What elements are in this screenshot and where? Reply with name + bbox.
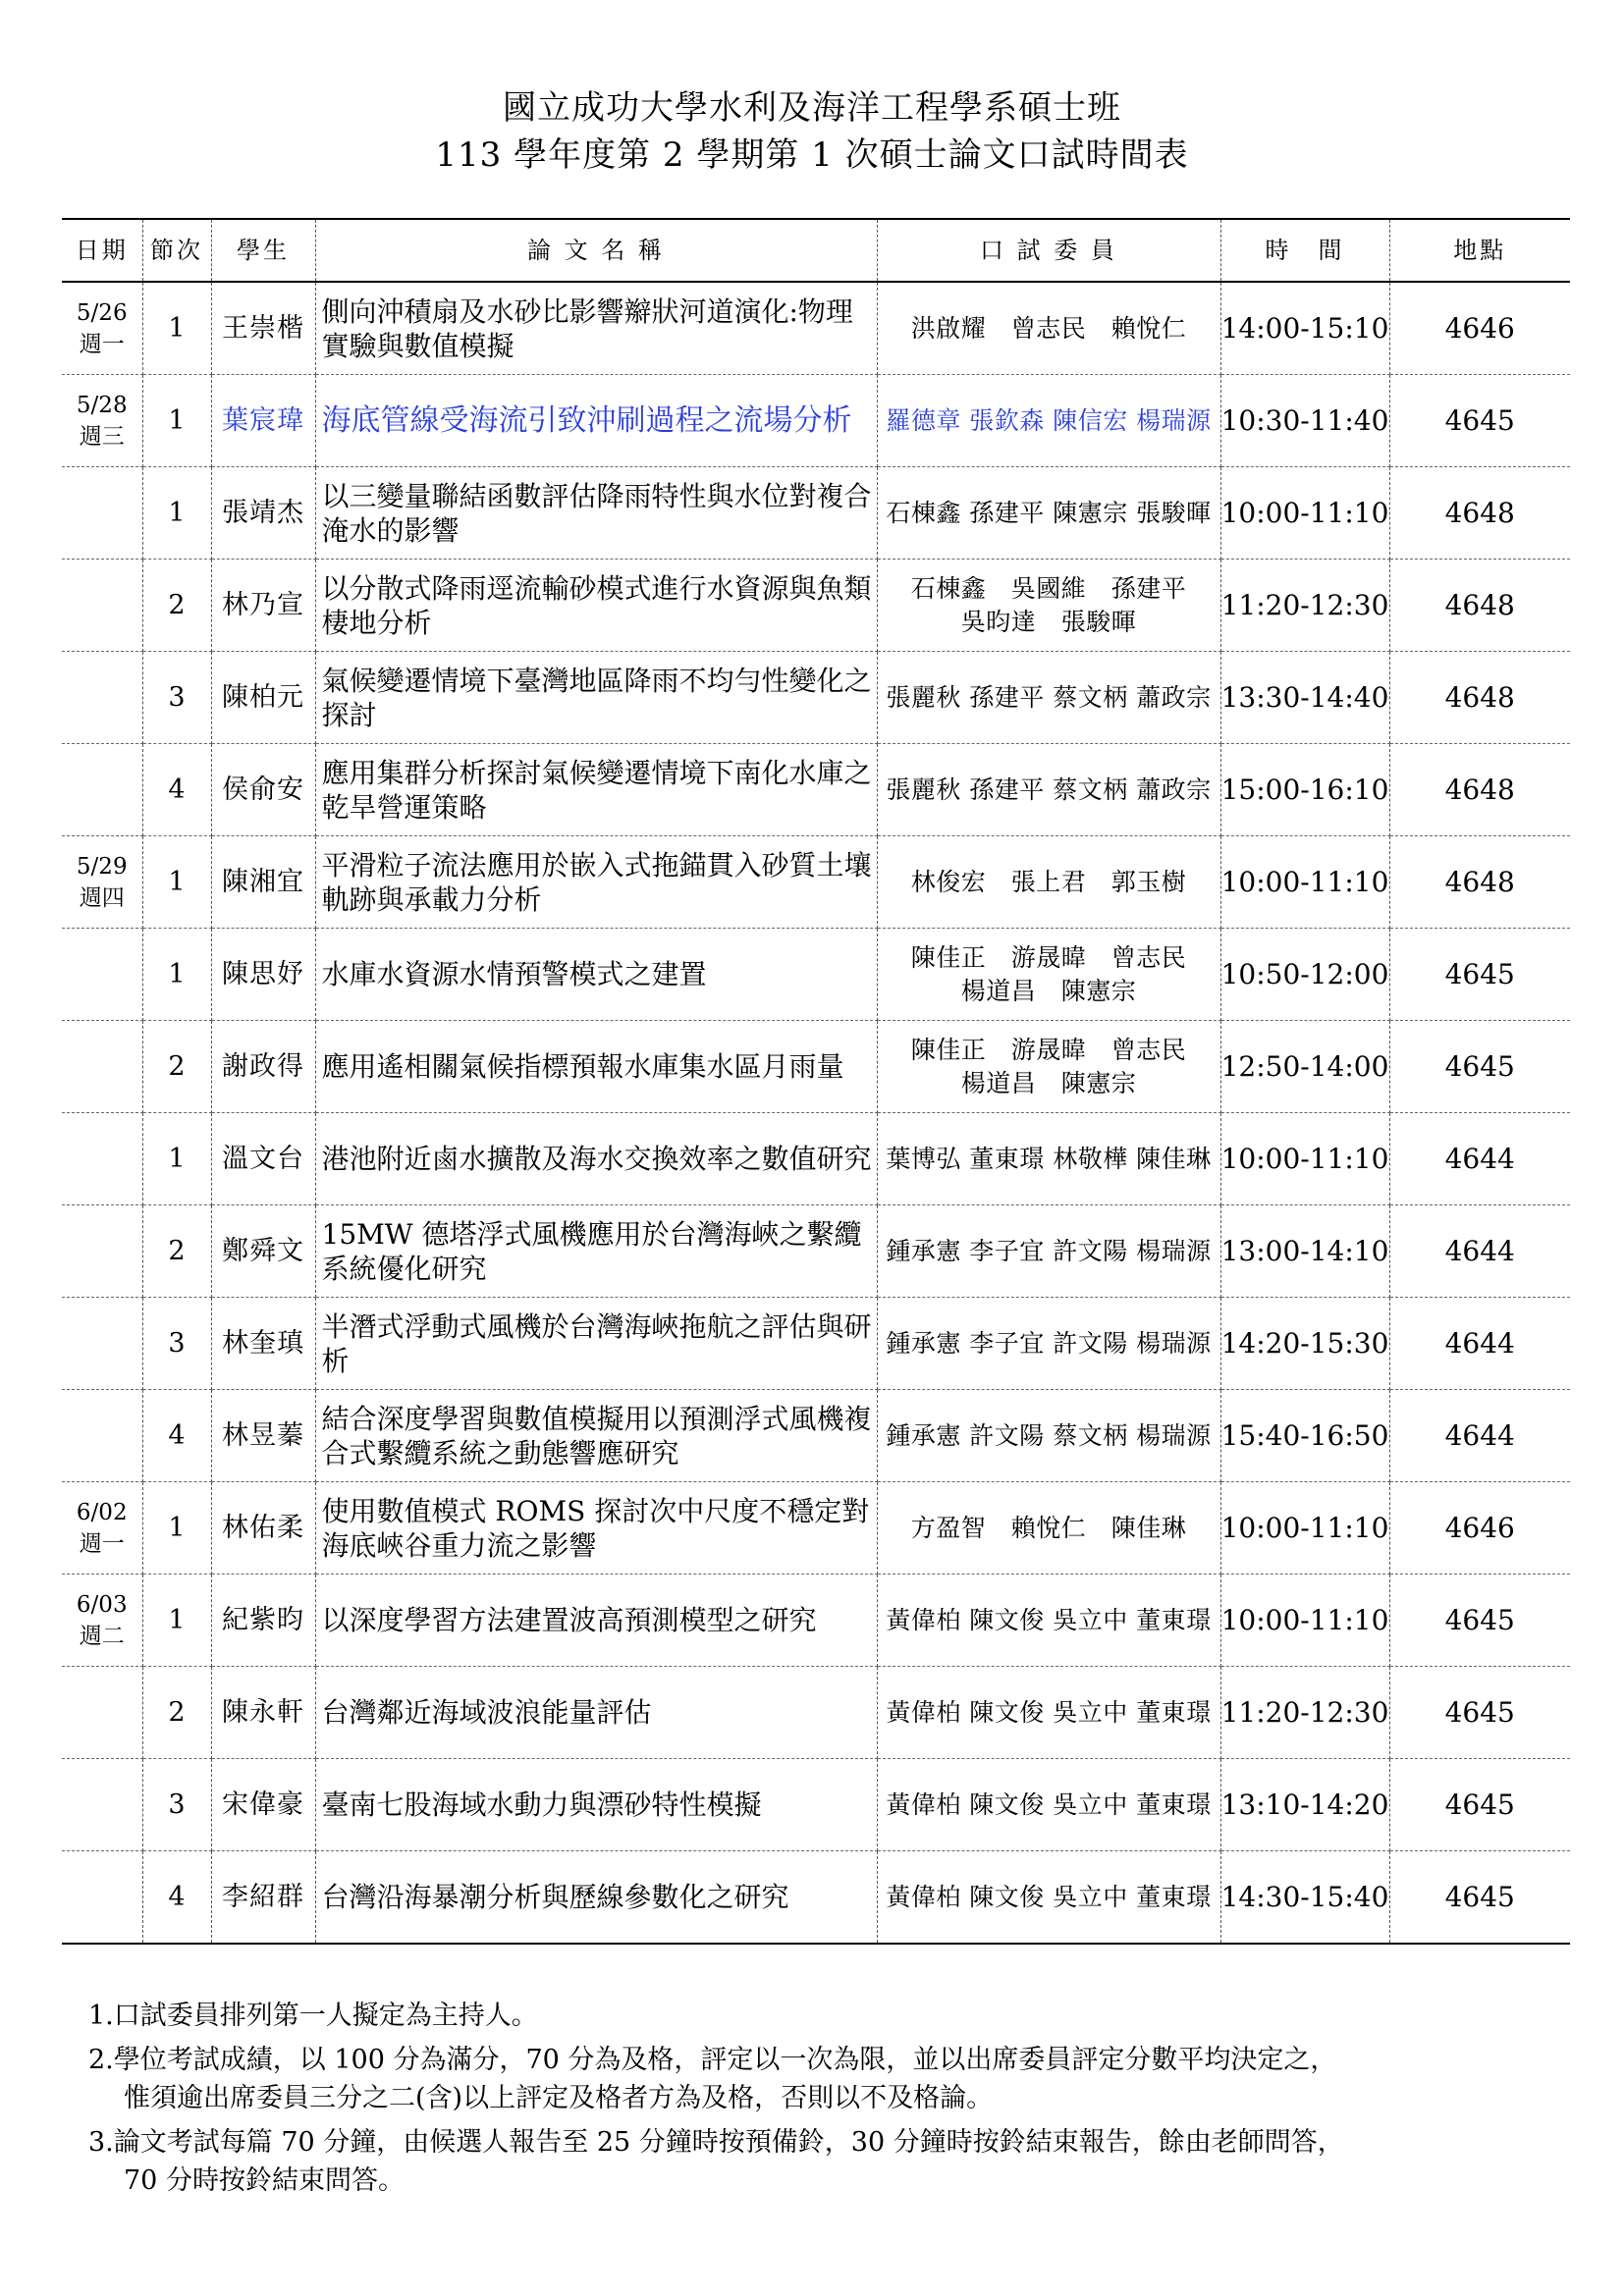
student-cell: 侯俞安 [211, 744, 315, 836]
thesis-title-cell: 台灣鄰近海域波浪能量評估 [315, 1667, 877, 1759]
committee-cell [877, 652, 1220, 744]
time-cell: 10:50-12:00 [1220, 929, 1389, 1021]
committee-cell [877, 282, 1220, 375]
table-row [62, 1205, 1570, 1298]
date-cell [62, 652, 142, 744]
student-cell: 溫文台 [211, 1113, 315, 1205]
date-text: 6/03 [76, 1591, 128, 1618]
thesis-title-cell: 側向沖積扇及水砂比影響辮狀河道演化:物理實驗與數值模擬 [315, 282, 877, 375]
committee-line: 張麗秋 孫建平 蔡文柄 蕭政宗 [886, 774, 1212, 804]
column-header-date: 日期 [62, 219, 142, 282]
thesis-title-cell: 平滑粒子流法應用於嵌入式拖錨貫入砂質土壤軌跡與承載力分析 [315, 836, 877, 929]
student-cell: 鄭舜文 [211, 1205, 315, 1298]
committee-cell [877, 1667, 1220, 1759]
table-row [62, 375, 1570, 467]
room-cell: 4648 [1389, 467, 1570, 560]
table-row [62, 836, 1570, 929]
thesis-title-cell: 以分散式降雨逕流輸砂模式進行水資源與魚類棲地分析 [315, 560, 877, 652]
thesis-title-cell: 以三變量聯結函數評估降雨特性與水位對複合淹水的影響 [315, 467, 877, 560]
committee-line: 方盈智 賴悅仁 陳佳琳 [910, 1513, 1187, 1542]
table-row [62, 1298, 1570, 1390]
date-text: 6/02 [76, 1499, 128, 1525]
committee-line: 陳佳正 游晟暐 曾志民 [910, 942, 1187, 972]
time-cell: 10:00-11:10 [1220, 1482, 1389, 1575]
time-cell: 15:00-16:10 [1220, 744, 1389, 836]
slot-cell: 1 [142, 1482, 211, 1575]
committee-line: 葉博弘 董東璟 林敬樺 陳佳琳 [886, 1144, 1212, 1173]
committee-line: 羅德章 張欽森 陳信宏 楊瑞源 [886, 405, 1212, 435]
committee-line: 林俊宏 張上君 郭玉樹 [910, 867, 1187, 896]
thesis-title-cell: 結合深度學習與數值模擬用以預測浮式風機複合式繫纜系統之動態響應研究 [315, 1390, 877, 1482]
table-row [62, 1390, 1570, 1482]
note-1-text: 1.口試委員排列第一人擬定為主持人。 [88, 2001, 538, 2031]
column-header-time: 時 間 [1220, 219, 1389, 282]
time-cell: 15:40-16:50 [1220, 1390, 1389, 1482]
slot-cell: 1 [142, 1113, 211, 1205]
committee-line: 楊道昌 陳憲宗 [960, 1068, 1137, 1097]
time-cell: 11:20-12:30 [1220, 560, 1389, 652]
room-cell: 4644 [1389, 1298, 1570, 1390]
date-cell [62, 1298, 142, 1390]
time-cell: 10:00-11:10 [1220, 836, 1389, 929]
room-cell: 4645 [1389, 1021, 1570, 1113]
room-cell: 4645 [1389, 1667, 1570, 1759]
table-row [62, 467, 1570, 560]
committee-line: 鍾承憲 李子宜 許文陽 楊瑞源 [886, 1236, 1212, 1265]
slot-cell: 1 [142, 282, 211, 375]
date-cell [62, 1851, 142, 1945]
slot-cell: 3 [142, 1298, 211, 1390]
document-title-line2: 113 學年度第 2 學期第 1 次碩士論文口試時間表 [435, 135, 1189, 175]
schedule-table [62, 218, 1570, 1945]
table-row [62, 560, 1570, 652]
student-cell: 張靖杰 [211, 467, 315, 560]
date-cell [62, 1205, 142, 1298]
time-cell: 14:30-15:40 [1220, 1851, 1389, 1945]
column-header-thesis-title: 論 文 名 稱 [315, 219, 877, 282]
note-3 [88, 2123, 1581, 2200]
student-cell: 林乃宣 [211, 560, 315, 652]
table-row [62, 652, 1570, 744]
thesis-title-cell: 港池附近鹵水擴散及海水交換效率之數值研究 [315, 1113, 877, 1205]
table-row [62, 1759, 1570, 1851]
time-cell: 10:00-11:10 [1220, 467, 1389, 560]
committee-cell [877, 1113, 1220, 1205]
room-cell: 4648 [1389, 560, 1570, 652]
note-3-continuation: 70 分時按鈴結束問答。 [124, 2165, 405, 2196]
student-cell: 王崇楷 [211, 282, 315, 375]
date-text: 5/29 [76, 853, 128, 880]
room-cell: 4645 [1389, 929, 1570, 1021]
committee-line: 洪啟耀 曾志民 賴悅仁 [910, 313, 1187, 343]
room-cell: 4645 [1389, 1851, 1570, 1945]
column-header-slot: 節次 [142, 219, 211, 282]
column-header-student: 學生 [211, 219, 315, 282]
slot-cell: 1 [142, 1575, 211, 1667]
committee-line: 楊道昌 陳憲宗 [960, 976, 1137, 1005]
weekday-text: 週四 [79, 884, 125, 911]
thesis-title-cell: 應用集群分析探討氣候變遷情境下南化水庫之乾旱營運策略 [315, 744, 877, 836]
room-cell: 4645 [1389, 1759, 1570, 1851]
committee-cell [877, 467, 1220, 560]
student-cell: 林佑柔 [211, 1482, 315, 1575]
committee-cell [877, 929, 1220, 1021]
committee-line: 吳昀達 張駿暉 [960, 607, 1137, 636]
committee-cell [877, 836, 1220, 929]
student-cell: 紀紫昀 [211, 1575, 315, 1667]
slot-cell: 3 [142, 652, 211, 744]
time-cell: 14:00-15:10 [1220, 282, 1389, 375]
time-cell: 13:00-14:10 [1220, 1205, 1389, 1298]
date-cell [62, 836, 142, 929]
thesis-title-cell: 應用遙相關氣候指標預報水庫集水區月雨量 [315, 1021, 877, 1113]
student-cell: 陳永軒 [211, 1667, 315, 1759]
room-cell: 4645 [1389, 1575, 1570, 1667]
committee-cell [877, 1390, 1220, 1482]
table-row [62, 282, 1570, 375]
note-2-continuation: 惟須逾出席委員三分之二(含)以上評定及格者方為及格，否則以不及格論。 [124, 2083, 994, 2113]
note-3-text: 3.論文考試每篇 70 分鐘，由候選人報告至 25 分鐘時按預備鈴，30 分鐘時按鈴結束報告，餘由老師問答， [88, 2127, 1344, 2158]
date-text: 5/26 [76, 299, 128, 326]
weekday-text: 週三 [79, 423, 125, 450]
committee-line: 鍾承憲 許文陽 蔡文柄 楊瑞源 [886, 1420, 1212, 1450]
time-cell: 13:30-14:40 [1220, 652, 1389, 744]
thesis-title-cell: 以深度學習方法建置波高預測模型之研究 [315, 1575, 877, 1667]
date-text: 5/28 [76, 392, 128, 418]
table-row [62, 929, 1570, 1021]
room-cell: 4645 [1389, 375, 1570, 467]
time-cell: 13:10-14:20 [1220, 1759, 1389, 1851]
date-cell [62, 1667, 142, 1759]
student-cell: 陳湘宜 [211, 836, 315, 929]
date-cell [62, 929, 142, 1021]
date-cell [62, 375, 142, 467]
committee-cell [877, 1759, 1220, 1851]
room-cell: 4644 [1389, 1113, 1570, 1205]
thesis-title-cell: 海底管線受海流引致沖刷過程之流場分析 [315, 375, 877, 467]
column-header-room: 地點 [1389, 219, 1570, 282]
date-cell [62, 467, 142, 560]
slot-cell: 1 [142, 467, 211, 560]
weekday-text: 週一 [79, 1530, 125, 1557]
committee-cell [877, 1021, 1220, 1113]
time-cell: 10:30-11:40 [1220, 375, 1389, 467]
committee-line: 黃偉柏 陳文俊 吳立中 董東璟 [886, 1789, 1212, 1819]
date-cell [62, 744, 142, 836]
table-row [62, 1667, 1570, 1759]
table-row [62, 1113, 1570, 1205]
slot-cell: 1 [142, 929, 211, 1021]
thesis-title-cell: 臺南七股海域水動力與漂砂特性模擬 [315, 1759, 877, 1851]
committee-line: 黃偉柏 陳文俊 吳立中 董東璟 [886, 1605, 1212, 1634]
committee-cell [877, 1205, 1220, 1298]
time-cell: 10:00-11:10 [1220, 1113, 1389, 1205]
date-cell [62, 282, 142, 375]
committee-line: 陳佳正 游晟暐 曾志民 [910, 1035, 1187, 1064]
slot-cell: 2 [142, 1205, 211, 1298]
thesis-title-cell: 台灣沿海暴潮分析與歷線參數化之研究 [315, 1851, 877, 1945]
table-row [62, 1482, 1570, 1575]
committee-line: 鍾承憲 李子宜 許文陽 楊瑞源 [886, 1328, 1212, 1358]
document-title-line1: 國立成功大學水利及海洋工程學系碩士班 [503, 88, 1121, 128]
student-cell: 葉宸瑋 [211, 375, 315, 467]
thesis-title-cell: 使用數值模式 ROMS 探討次中尺度不穩定對海底峽谷重力流之影響 [315, 1482, 877, 1575]
committee-cell [877, 1298, 1220, 1390]
time-cell: 10:00-11:10 [1220, 1575, 1389, 1667]
weekday-text: 週二 [79, 1623, 125, 1649]
student-cell: 陳思妤 [211, 929, 315, 1021]
date-cell [62, 1021, 142, 1113]
room-cell: 4648 [1389, 652, 1570, 744]
committee-cell [877, 1482, 1220, 1575]
slot-cell: 2 [142, 560, 211, 652]
date-cell [62, 1482, 142, 1575]
room-cell: 4646 [1389, 1482, 1570, 1575]
room-cell: 4644 [1389, 1390, 1570, 1482]
slot-cell: 4 [142, 744, 211, 836]
table-row [62, 744, 1570, 836]
time-cell: 12:50-14:00 [1220, 1021, 1389, 1113]
student-cell: 陳柏元 [211, 652, 315, 744]
room-cell: 4648 [1389, 744, 1570, 836]
slot-cell: 3 [142, 1759, 211, 1851]
room-cell: 4646 [1389, 282, 1570, 375]
student-cell: 林昱蓁 [211, 1390, 315, 1482]
slot-cell: 4 [142, 1851, 211, 1945]
slot-cell: 2 [142, 1667, 211, 1759]
committee-cell [877, 1575, 1220, 1667]
date-cell [62, 1759, 142, 1851]
student-cell: 宋偉豪 [211, 1759, 315, 1851]
thesis-title-cell: 15MW 德塔浮式風機應用於台灣海峽之繫纜系統優化研究 [315, 1205, 877, 1298]
thesis-title-cell: 半潛式浮動式風機於台灣海峽拖航之評估與研析 [315, 1298, 877, 1390]
room-cell: 4644 [1389, 1205, 1570, 1298]
slot-cell: 1 [142, 836, 211, 929]
committee-cell [877, 1851, 1220, 1945]
column-header-committee: 口 試 委 員 [877, 219, 1220, 282]
time-cell: 14:20-15:30 [1220, 1298, 1389, 1390]
committee-line: 石棟鑫 孫建平 陳憲宗 張駿暉 [886, 498, 1212, 527]
committee-line: 石棟鑫 吳國維 孫建平 [910, 573, 1187, 603]
thesis-title-cell: 水庫水資源水情預警模式之建置 [315, 929, 877, 1021]
table-row [62, 1575, 1570, 1667]
committee-line: 黃偉柏 陳文俊 吳立中 董東璟 [886, 1882, 1212, 1911]
date-cell [62, 1575, 142, 1667]
committee-cell [877, 560, 1220, 652]
committee-line: 張麗秋 孫建平 蔡文柄 蕭政宗 [886, 682, 1212, 712]
student-cell: 謝政得 [211, 1021, 315, 1113]
slot-cell: 4 [142, 1390, 211, 1482]
slot-cell: 1 [142, 375, 211, 467]
committee-cell [877, 744, 1220, 836]
date-cell [62, 560, 142, 652]
notes-section [88, 1997, 1581, 2206]
committee-line: 黃偉柏 陳文俊 吳立中 董東璟 [886, 1697, 1212, 1727]
committee-cell [877, 375, 1220, 467]
note-1 [88, 1997, 1581, 2035]
table-header-row [62, 219, 1570, 282]
note-2 [88, 2041, 1581, 2117]
room-cell: 4648 [1389, 836, 1570, 929]
thesis-title-cell: 氣候變遷情境下臺灣地區降雨不均勻性變化之探討 [315, 652, 877, 744]
time-cell: 11:20-12:30 [1220, 1667, 1389, 1759]
note-2-text: 2.學位考試成績，以 100 分為滿分，70 分為及格，評定以一次為限，並以出席委員評定分數平均決定之， [88, 2045, 1337, 2075]
slot-cell: 2 [142, 1021, 211, 1113]
date-cell [62, 1113, 142, 1205]
student-cell: 林奎瑱 [211, 1298, 315, 1390]
table-row [62, 1021, 1570, 1113]
date-cell [62, 1390, 142, 1482]
weekday-text: 週一 [79, 331, 125, 357]
table-row [62, 1851, 1570, 1945]
student-cell: 李紹群 [211, 1851, 315, 1945]
